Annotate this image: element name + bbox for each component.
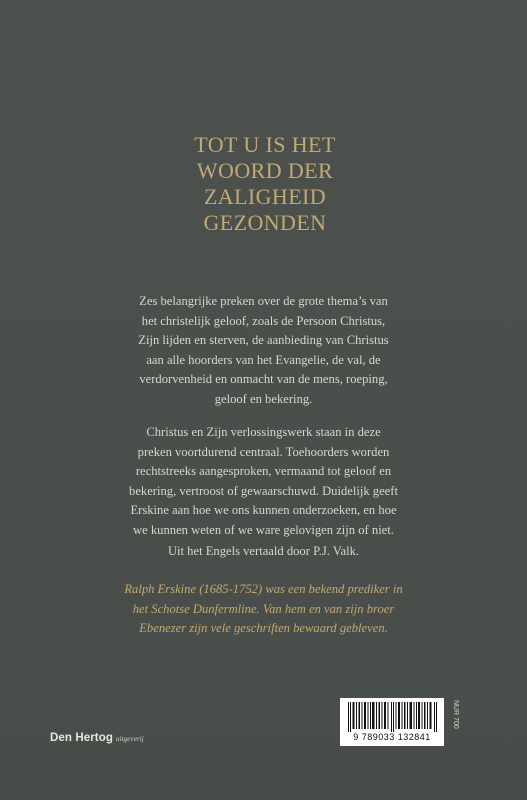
title-line-1: TOT U IS HET <box>194 132 336 157</box>
paragraph1-line-4: aan alle hoorders van het Evangelie, de val, de <box>146 352 381 367</box>
translator-credit <box>100 542 427 562</box>
cover-title <box>150 132 380 236</box>
paragraph1-line-6: geloof en bekering. <box>214 391 313 406</box>
title-line-3: ZALIGHEID <box>203 184 327 209</box>
nur-code: NUR 700 <box>452 700 459 729</box>
paragraph1-line-1: Zes belangrijke preken over de grote thema’s van <box>139 294 388 308</box>
isbn-barcode <box>340 698 444 746</box>
description-paragraph-2 <box>100 423 427 541</box>
paragraph1-line-2: het christelijk geloof, zoals de Persoon Christus, <box>141 313 386 328</box>
paragraph1-line-3: Zijn lijden en sterven, de aanbieding van Christus <box>138 333 389 348</box>
paragraph2-line-5: Erskine aan hoe we ons kunnen onderzoeken, en hoe <box>130 503 397 518</box>
paragraph2-line-2: preken voortdurend centraal. Toehoorders worden <box>137 444 390 459</box>
paragraph2-line-1: Christus en Zijn verlossingswerk staan in deze <box>146 425 381 439</box>
title-line-4: GEZONDEN <box>203 210 327 235</box>
publisher-logo <box>50 732 144 744</box>
translator-line: Uit het Engels vertaald door P.J. Valk. <box>167 544 360 558</box>
barcode-icon <box>348 702 438 732</box>
author-bio-line-2: het Schotse Dunfermline. Van hem en van zijn broer <box>132 601 395 616</box>
author-bio-line-1: Ralph Erskine (1685-1752) was een bekend prediker in <box>124 582 403 596</box>
paragraph2-line-3: rechtstreeks aangesproken, vermaand tot geloof en <box>135 464 392 479</box>
author-bio-line-3: Ebenezer zijn vele geschriften bewaard gebleven. <box>139 621 388 636</box>
publisher-subtitle: uitgeverij <box>115 735 144 743</box>
paragraph2-line-4: bekering, vertroost of gewaarschuwd. Duidelijk geeft <box>129 483 398 498</box>
title-line-2: WOORD DER <box>196 158 334 183</box>
paragraph1-line-5: verdorvenheid en onmacht van de mens, roeping, <box>139 372 388 387</box>
publisher-name: Den Hertog <box>50 732 113 744</box>
isbn-number: 9 789033 132841 <box>353 732 431 742</box>
author-bio <box>100 580 427 639</box>
paragraph2-line-6: we kunnen weten of we ware gelovigen zijn of niet. <box>133 522 394 537</box>
description-paragraph-1 <box>100 292 427 410</box>
